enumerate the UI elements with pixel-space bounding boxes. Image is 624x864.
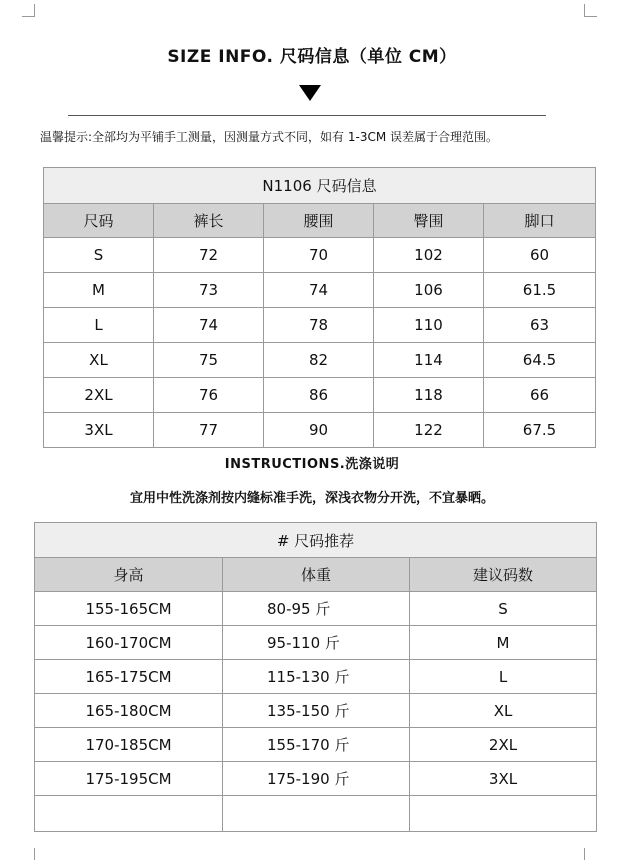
size-table-column-header: 腰围	[264, 204, 374, 238]
size-table-cell: 75	[154, 343, 264, 378]
recommend-table-column-header: 身高	[35, 558, 223, 592]
divider	[68, 115, 546, 116]
recommend-table-cell: 175-195CM	[35, 762, 223, 796]
size-table-cell: S	[44, 238, 154, 273]
size-table-cell: 77	[154, 413, 264, 448]
size-table-cell: 102	[374, 238, 484, 273]
empty-table-row	[35, 796, 597, 832]
recommend-table-cell: L	[410, 660, 597, 694]
size-table-cell: 114	[374, 343, 484, 378]
recommend-table-cell: 165-180CM	[35, 694, 223, 728]
measurement-tip: 温馨提示:全部均为平铺手工测量，因测量方式不同，如有 1-3CM 误差属于合理范围。	[40, 130, 499, 144]
table-row	[44, 413, 596, 448]
size-table-header-row	[44, 204, 596, 238]
size-table-cell: 90	[264, 413, 374, 448]
size-table-cell: 82	[264, 343, 374, 378]
table-row	[44, 378, 596, 413]
recommend-table-cell: S	[410, 592, 597, 626]
size-table-cell: M	[44, 273, 154, 308]
size-table-cell: 64.5	[484, 343, 596, 378]
size-table-cell: 73	[154, 273, 264, 308]
size-table-column-header: 尺码	[44, 204, 154, 238]
triangle-down-icon	[299, 85, 321, 101]
size-table-cell: 60	[484, 238, 596, 273]
size-table-cell: 78	[264, 308, 374, 343]
size-table-column-header: 裤长	[154, 204, 264, 238]
crop-mark-bottom-right	[584, 848, 597, 860]
table-row	[35, 694, 597, 728]
table-row	[35, 660, 597, 694]
recommend-table-cell: 160-170CM	[35, 626, 223, 660]
recommend-table-cell: XL	[410, 694, 597, 728]
table-row	[35, 626, 597, 660]
recommend-table-caption: # 尺码推荐	[35, 523, 597, 558]
recommend-table-column-header: 体重	[223, 558, 410, 592]
size-table-cell: 76	[154, 378, 264, 413]
recommend-table-cell: 155-170 斤	[223, 728, 410, 762]
size-table-column-header: 脚口	[484, 204, 596, 238]
size-table-cell: 63	[484, 308, 596, 343]
recommend-table-cell: 115-130 斤	[223, 660, 410, 694]
size-table-caption: N1106 尺码信息	[44, 168, 596, 204]
table-row	[35, 728, 597, 762]
recommend-table-cell: 175-190 斤	[223, 762, 410, 796]
size-table-cell: 2XL	[44, 378, 154, 413]
crop-mark-top-left	[22, 4, 35, 17]
crop-mark-top-right	[584, 4, 597, 17]
recommend-table-header-row	[35, 558, 597, 592]
table-row	[44, 308, 596, 343]
size-table-cell: 118	[374, 378, 484, 413]
recommend-table-cell: 95-110 斤	[223, 626, 410, 660]
recommend-table-cell: 165-175CM	[35, 660, 223, 694]
table-row	[35, 592, 597, 626]
size-table-cell: 67.5	[484, 413, 596, 448]
table-row	[44, 273, 596, 308]
size-table-cell: L	[44, 308, 154, 343]
recommend-table-cell	[223, 796, 410, 832]
size-table-cell: 106	[374, 273, 484, 308]
instructions-text: 宜用中性洗涤剂按内缝标准手洗，深浅衣物分开洗，不宜暴晒。	[129, 491, 494, 506]
size-table-cell: 61.5	[484, 273, 596, 308]
recommend-table-cell: M	[410, 626, 597, 660]
recommend-table-column-header: 建议码数	[410, 558, 597, 592]
recommend-table-cell: 2XL	[410, 728, 597, 762]
size-table-cell: XL	[44, 343, 154, 378]
table-row	[44, 343, 596, 378]
recommend-table-cell: 155-165CM	[35, 592, 223, 626]
crop-mark-bottom-left	[22, 848, 35, 860]
size-table-cell: 3XL	[44, 413, 154, 448]
size-table-cell: 72	[154, 238, 264, 273]
size-table-cell: 122	[374, 413, 484, 448]
recommend-table-cell: 135-150 斤	[223, 694, 410, 728]
size-table-cell: 110	[374, 308, 484, 343]
recommend-table-cell	[35, 796, 223, 832]
table-row	[44, 238, 596, 273]
recommend-table-cell: 170-185CM	[35, 728, 223, 762]
recommend-table-cell	[410, 796, 597, 832]
page-title: SIZE INFO. 尺码信息（单位 CM）	[167, 47, 457, 67]
recommend-table-cell: 80-95 斤	[223, 592, 410, 626]
instructions-title: INSTRUCTIONS.洗涤说明	[224, 457, 400, 472]
size-table-cell: 86	[264, 378, 374, 413]
recommend-table	[34, 522, 597, 832]
size-table-cell: 74	[264, 273, 374, 308]
size-table-cell: 74	[154, 308, 264, 343]
recommend-table-cell: 3XL	[410, 762, 597, 796]
size-table-cell: 70	[264, 238, 374, 273]
size-table-column-header: 臀围	[374, 204, 484, 238]
size-table	[43, 167, 596, 448]
size-table-cell: 66	[484, 378, 596, 413]
table-row	[35, 762, 597, 796]
